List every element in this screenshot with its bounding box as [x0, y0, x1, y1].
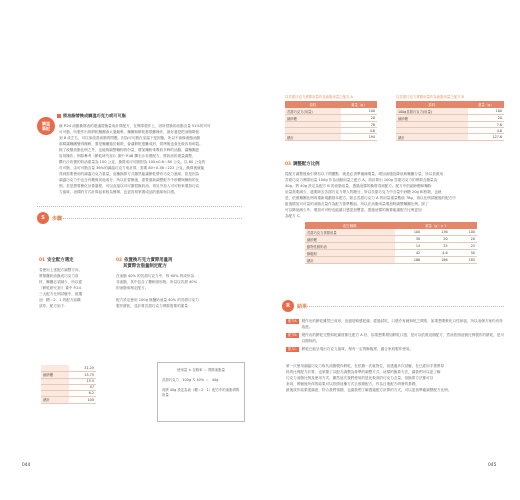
result-circle-icon: R: [282, 300, 294, 312]
table-row: 總計 194: [287, 135, 375, 140]
table-row: 苦甜巧克力(用量) 100: [287, 109, 375, 114]
result-item: 配方B 製作出的餅乾完整和乾燥度都比配方 A 好，如果想要增加餅乾口感，是可以依照這個配方，然而依照這個比例製作的餅乾，是可以期待的。: [288, 332, 504, 343]
square-bullet-icon: [57, 114, 61, 118]
divider: [37, 206, 242, 207]
step-2: 02 依置換巧克力實際用量再 其實際含脂量制定配方 在油脂 40% 的苦甜巧克力中，每 60% 的成份為 非油脂，其中包含了糖和固形物，所以以苦甜 40% 的油脂來制定配方。 配方設定使用 100g 無鹽奶油量 40% 的苦甜巧克力 製作餅乾，並計算苦甜巧克力實際需要的重量：: [116, 258, 246, 309]
result-tag: 配方C: [288, 346, 297, 351]
tip-badge: 調溫 筆記: [37, 117, 55, 135]
result-tag: 配方A: [288, 318, 297, 323]
table-row: 總計 100: [43, 397, 94, 402]
divider: [300, 306, 504, 307]
table-row: 細砂糖 30 20 20: [307, 237, 475, 242]
table-row: 細砂糖 15.75: [43, 372, 94, 377]
result-tag: 配方B: [288, 332, 297, 337]
conclusion-paragraph: 第一次使用調溫巧克力取代油脂製作餅乾，在依據一次就對位，但透過多次試驗，在已經用手搓將原 料的比例配方計算，也掌握了以配方調整為基準的調整方式，這樣的換算方法，讓我們可以更了解 巧克力油脂比例及使用方式，雖然這次我們使用的是比較高的巧克力含量，但換算方法都可以 套用，實驗後所得的結果可以依照這種方式去預測配方，作為日後配方研發的基礎。 最後試作結果很滿意，符合我們預期，也讓我們了解透過配方計算的方式，可以更加準確調整配方比例。: [286, 364, 452, 392]
steps-circle-icon: S: [37, 212, 49, 224]
result-item: 配方C 餅乾已能呈現出巧克力風味，保有一定的酥脆度，適合家庭製作使用。: [288, 346, 414, 351]
table-row: 總計 186 186 185: [307, 258, 475, 263]
table-row: 31.25: [41, 365, 96, 371]
table-row: 細砂糖 20: [398, 116, 502, 121]
table-row: 100g苦甜巧克力(用量) 100: [398, 109, 502, 114]
formula-box: 使用量 × 含脂率 ＝ 實際油脂量 苦甜巧克力 100g Ｘ 40% ＝ 40g 再將 40g 設定為油（糖＝2：1）配方中的油脂實際用量: [157, 362, 245, 422]
page-number: 044: [22, 463, 31, 468]
recipe-table-c: 配方種類 重量（g）× 1 苦甜巧克力實際用量 100 136 100 細砂糖 30 20 20 動物性鮮奶油 14 25 25 酥鬆粉 42 4.6 50 總計 186 186 185: [307, 224, 475, 263]
step-3: 03 調整配方比例 從配方調整後會引發有以下問題點：就是必須準備補增量，增加油脂及降低軟麵團分量，所以依照用 苦甜巧克力實際用量 100g 作為油脂用量之配方 A。再計算出 100g 苦甜巧克力的實際含脂量為 40g，將 40g 設定為配方 B 的油脂用量，透過這樣的換算得到配方。配方中的細砂糖和麵粉 用量需要減少，還要除去苦甜巧克力帶入的糖分，所以苦甜巧克力中含量中砂糖 20g 和粉類，也就 是，依照麵團比例再重新規劃基本配方，除去苦甜巧克力 A 的用量重量數值 78g，再以比例試驗後的配方中 組後增加可可量的油脂含量作為配方基準數值，所以在油脂用量增加時調整麵團比例，除了 可以降低減少外，增加可可粉也能讓口感更加豐富，透過這樣的換算能讓配方比例更加 為配方 C。: [285, 162, 503, 219]
divider: [55, 218, 242, 219]
table-row: 苦甜巧克力實際用量 100 136 100: [307, 230, 475, 235]
table-row: 動物性鮮奶油 14 25 25: [307, 244, 475, 249]
table-row: 7.6: [396, 122, 504, 128]
table-row: 總計 127.6: [398, 135, 502, 140]
tip-body: 就 P.24 油脂換算表的建議替換量來計算配方，在實際製作上，因所替換的油脂含量 51%的可可 可可脂，所製作出的餅乾麵團會太過鬆軟，麵團和餅乾都很難操作，最好還是把油脂降低 到 8 成左右，可以來改善油脂的問題。因為可可脂在室溫下是固態，所以不會像液態油脂 那樣讓麵團變得濕軟，要是麵團過於鬆散，會讓餅乾很難成形，烘烤後也會比較容易碎裂。 除了改變油脂比例之外，也能夠調整麵粉的份量，增加麵粉來吸收多餘的油脂，讓麵團更 容易操作。例如參考《餅乾研究室Ⅰ》書中 P.48 鑽石沙布蕾配方，將奶油的重量調整， 鑽石沙布蕾的奶油重量為 100 公克，換算成可可脂則為 100×0.8＝80 公克。以 80 公克的 可可脂，由可可脂含量 36%的調溫巧克力來計算，需要 80÷0.36＝222 公克，換算後就能 得到需要使用的調溫巧克力重量，這種換算方式雖然能讓餅乾帶有巧克力風味，但是因為 調溫巧克力中也含有糖與其他成分，所以在替換後，需要重新調整配方中砂糖與麵粉的比 例。若是想要簡化計算過程，可以直接以可可脂替換奶油，再另外加入可可粉來增加巧克 力風味，這樣的方式計算起來較為簡單，也更容易掌握成品的風味與口感。: [59, 124, 211, 194]
table-row: 4.6: [285, 128, 377, 134]
table-row: 酥鬆粉 42 4.6 50: [307, 251, 475, 256]
step-3-title: 03 調整配方比例: [285, 162, 320, 167]
step-1: 01 安全配方選定 若使用上述配方調整方向， 將無鹽奶油換成巧克力食 材，麵團必須減少，所以從 《餅乾研究室Ⅰ》書中 P.24 三大配方比例試驗中，挑選 油：糖＝2：1 的配方結構 試作，配方如下：: [39, 258, 104, 309]
recipe-table: [41, 365, 96, 404]
table-row: 6.2: [41, 390, 96, 396]
table-row: 細砂糖 20: [287, 116, 375, 121]
step-2-title: 02 依置換巧克力實際用量再 其實際含脂量制定配方: [116, 258, 173, 269]
page-number: 045: [488, 463, 497, 468]
table-row: 47: [41, 384, 96, 390]
recipe-table-b: 以苦甜巧克力實際用量作為油脂用量之配方 B 原料 重量（g） 100g苦甜巧克力(用量) 100 細砂糖 20 7.6 4.6 總計 127.6: [396, 95, 502, 140]
table-row: 15.5: [41, 378, 96, 384]
tip-title: 將油脂替換成調溫巧克力或可可脂: [57, 113, 126, 119]
step-1-title: 01 安全配方選定: [39, 258, 74, 263]
recipe-table-a: 以苦甜巧克力實際用量作為油脂用量之配方 A 原料 重量（g） 苦甜巧克力(用量) 100 細砂糖 20 78 4.6 總計 194: [285, 95, 375, 140]
table-row: 4.6: [396, 128, 504, 134]
result-list: [286, 318, 504, 354]
steps-heading: S 步驟: [37, 212, 62, 224]
result-item: 配方A 製作出的餅乾雖然已成形，但還是略感乾燥，經過試吃，口感介有硬和乾之間的，如果想要軟化口性和風，所以這個方案仍有待改進。: [288, 318, 503, 329]
result-heading: R 結果: [282, 300, 307, 312]
table-row: 78: [285, 122, 377, 128]
